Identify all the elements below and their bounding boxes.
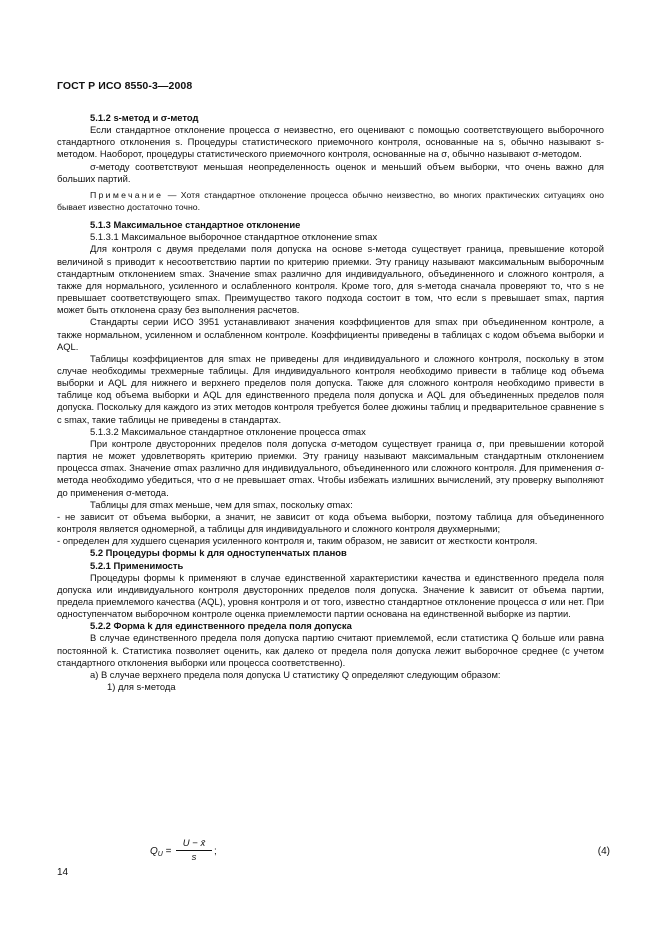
formula-semicolon: ; <box>214 846 217 857</box>
note: Примечание — Хотя стандартное отклонение процесса обычно неизвестно, во многих практических ситуациях оно бывает известно достаточно точно. <box>57 189 605 212</box>
subheading-5-1-3-2: 5.1.3.2 Максимальное стандартное отклонение процесса σmax <box>90 425 366 437</box>
heading-5-2: 5.2 Процедуры формы k для одноступенчатых планов <box>90 547 347 559</box>
paragraph: σ-методу соответствуют меньшая неопределенность оценок и меньший объем выборки, что очень важно для больших партий. <box>57 160 604 184</box>
fraction-denominator: s <box>191 852 197 863</box>
paragraph: В случае единственного предела поля допуска партию считают приемлемой, если статистика Q больше или равна постоянной k. Статистика позволяет оценить, как далеко от предела поля допуска лежит выборочное среднее (с учетом стандартного отклонения выборки или процесса соответственно). <box>57 632 604 668</box>
paragraph: При контроле двусторонних пределов поля допуска σ-методом существует граница σ, при превышении которой партия не может удовлетворять критерию приемки. Эту границу называют максимальным стандартным отклонением процесса σmax. Значение σmax различно для индивидуального, объединенного или сложного контроля. Для применения σ-метода необходимо убедиться, что σ не превышает σmax. Чтобы избежать излишних вычислений, эту проверку выполняют до применения σ-метода. <box>57 437 604 498</box>
paragraph: Процедуры формы k применяют в случае единственной характеристики качества и единственного предела поля допуска или индивидуального контроля двусторонних пределов поля допуска. Значение k зависит от объема партии, предела приемлемого качества (AQL), уровня контроля и от того, известно стандартное отклонение процесса σ или нет. При одноступенчатом выборочном контроле оценка приемлемости партии основана на единственной выборке из партии. <box>57 571 604 620</box>
list-subitem: 1) для s-метода <box>107 681 176 693</box>
document-header: ГОСТ Р ИСО 8550-3—2008 <box>57 80 193 92</box>
list-item: - определен для худшего сценария усиленного контроля и, таким образом, не зависит от жесткости контроля. <box>57 535 538 547</box>
formula-lhs: $Q_U$ = <box>150 846 172 858</box>
page-number: 14 <box>57 867 69 878</box>
heading-5-1-3: 5.1.3 Максимальное стандартное отклонение <box>90 219 301 231</box>
fraction-numerator: U − x̄ <box>176 838 212 851</box>
heading-5-1-2: 5.1.2 s-метод и σ-метод <box>90 112 199 123</box>
heading-5-2-1: 5.2.1 Применимость <box>90 559 184 571</box>
note-label: Примечание <box>90 189 164 200</box>
subheading-5-1-3-1: 5.1.3.1 Максимальное выборочное стандартное отклонение smax <box>90 231 378 243</box>
heading-5-2-2: 5.2.2 Форма k для единственного предела поля допуска <box>90 620 352 632</box>
paragraph: Если стандартное отклонение процесса σ неизвестно, его оценивают с помощью соответствующего выборочного стандартного отклонения s. Процедуры статистического приемочного контроля, основанные на s, обычно называют s-методом. Наоборот, процедуры статистического приемочного контроля, основанные на σ, обычно называют σ-методом. <box>57 124 604 160</box>
paragraph: Таблицы для σmax меньше, чем для smax, поскольку σmax: <box>90 498 353 510</box>
paragraph: Для контроля с двумя пределами поля допуска на основе s-метода существует граница, превышение которой величиной s приводит к несоответствию партии по критерию приемки. Эту границу называют максимальным выборочным стандартным отклонением smax. Значение smax различно для индивидуального, объединенного и сложного контроля, а также для нормального, усиленного и ослабленного контроля. Кроме того, для s-метода сначала проверяют то, что s не превышает соответствующего smax. Преимущество такого подхода состоит в том, что если s превышает smax, партия может быть отклонена сразу без выполнения расчетов. <box>57 243 604 316</box>
formula-fraction <box>176 838 212 863</box>
paragraph: Таблицы коэффициентов для smax не приведены для индивидуального и сложного контроля, поскольку в этом случае необходимы трехмерные таблицы. Для индивидуального контроля необходимо привести в таблице код объема выборки и AQL для нижнего и верхнего пределов поля допуска. Также для сложного контроля необходимо привести в таблице код объема выборки и AQL для единственного предела поля допуска и AQL для объединенных пределов поля допуска. Поскольку для каждого из этих методов контроля требуется более дюжины таблиц и предварительное сравнение s с smax, такие таблицы не приведены в стандартах. <box>57 352 604 425</box>
list-item: а) В случае верхнего предела поля допуска U статистику Q определяют следующим образом: <box>90 668 501 680</box>
note-text: Хотя стандартное отклонение процесса обычно неизвестно, во многих практических ситуациях оно бывает известно достаточно точно. <box>57 189 605 212</box>
formula-4 <box>150 838 610 878</box>
equation-number: (4) <box>597 846 610 857</box>
paragraph: Стандарты серии ИСО 3951 устанавливают значения коэффициентов для smax при объединенном контроле, а также нормальном, усиленном и ослабленном контроле. Коэффициенты приведены в таблицах с кодом объема выборки и AQL. <box>57 316 604 352</box>
list-item: - не зависит от объема выборки, а значит, не зависит от кода объема выборки, поэтому таблица для объединенного контроля является одномерной, а таблицы для индивидуального и сложного контроля двухмерными; <box>57 510 604 535</box>
document-body <box>57 112 604 693</box>
